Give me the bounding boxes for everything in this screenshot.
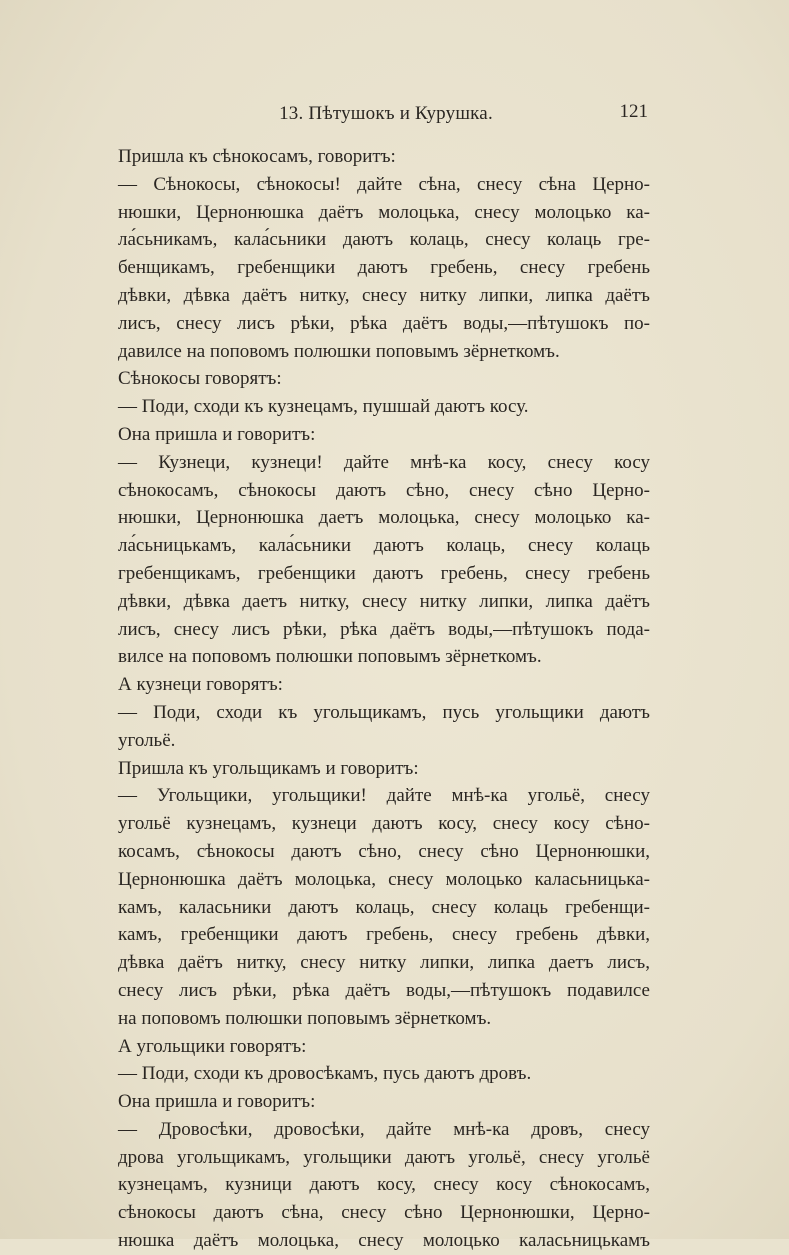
text-line: — Сѣнокосы, сѣнокосы! дайте сѣна, снесу сѣна Церно- [118, 173, 650, 195]
text-line: Сѣнокосы говорятъ: [118, 368, 282, 390]
text-line: — Поди, сходи къ кузнецамъ, пушшай даютъ косу. [118, 396, 529, 418]
text-line: снесу лисъ рѣки, рѣка даётъ воды,—пѣтушокъ подавилсе [118, 979, 650, 1001]
text-line: Цернонюшка даётъ молоцька, снесу молоцько каласьницька- [118, 868, 650, 890]
text-line: нюшки, Цернонюшка даётъ молоцька, снесу молоцько ка- [118, 201, 650, 223]
running-head: 13. Пѣтушокъ и Курушка. [279, 103, 493, 124]
text-line: — Дровосѣки, дровосѣки, дайте мнѣ-ка дровъ, снесу [118, 1118, 650, 1140]
text-line: сѣнокосамъ, сѣнокосы даютъ сѣно, снесу сѣно Церно- [118, 479, 650, 501]
text-line: на поповомъ полюшки поповымъ зёрнеткомъ. [118, 1007, 492, 1029]
text-line: угольё кузнецамъ, кузнеци даютъ косу, снесу косу сѣно- [118, 813, 650, 835]
text-line: нюшки, Цернонюшка даетъ молоцька, снесу молоцько ка- [118, 507, 650, 529]
text-line: вилсе на поповомъ полюшки поповымъ зёрнеткомъ. [118, 646, 542, 668]
text-line: нюшка даётъ молоцька, снесу молоцько каласьницькамъ [118, 1230, 650, 1252]
page-number: 121 [619, 101, 648, 122]
body-text [118, 143, 650, 1255]
text-line: ла́сьникамъ, кала́сьники даютъ колаць, снесу колаць гре- [118, 229, 650, 251]
text-line: давилсе на поповомъ полюшки поповымъ зёрнеткомъ. [118, 340, 560, 362]
text-line: камъ, гребенщики даютъ гребень, снесу гребень дѣвки, [118, 924, 650, 946]
text-line: А кузнеци говорятъ: [118, 674, 283, 696]
text-line: лисъ, снесу лисъ рѣки, рѣка даётъ воды,—пѣтушокъ пода- [118, 618, 650, 640]
text-line: лисъ, снесу лисъ рѣки, рѣка даётъ воды,—пѣтушокъ по- [118, 312, 650, 334]
text-line: косамъ, сѣнокосы даютъ сѣно, снесу сѣно Цернонюшки, [118, 840, 650, 862]
text-line: сѣнокосы даютъ сѣна, снесу сѣно Цернонюшки, Церно- [118, 1202, 650, 1224]
text-line: дѣвки, дѣвка даетъ нитку, снесу нитку липки, липка даётъ [118, 590, 650, 612]
text-line: ла́сьницькамъ, кала́сьники даютъ колаць, снесу колаць [118, 535, 650, 557]
text-line: бенщикамъ, гребенщики даютъ гребень, снесу гребень [118, 257, 650, 279]
text-line: — Кузнеци, кузнеци! дайте мнѣ-ка косу, снесу косу [118, 451, 650, 473]
text-line: — Поди, сходи къ угольщикамъ, пусь угольщики даютъ [118, 701, 650, 723]
text-line: угольё. [118, 729, 176, 751]
text-line: дѣвка даётъ нитку, снесу нитку липки, липка даетъ лисъ, [118, 952, 650, 974]
text-line: — Поди, сходи къ дровосѣкамъ, пусь даютъ дровъ. [118, 1063, 532, 1085]
text-line: Она пришла и говоритъ: [118, 423, 316, 445]
text-line: гребенщикамъ, гребенщики даютъ гребень, снесу гребень [118, 562, 650, 584]
text-line: камъ, каласьники даютъ колаць, снесу колаць гребенщи- [118, 896, 650, 918]
page-header [120, 99, 652, 129]
text-line: кузнецамъ, кузници даютъ косу, снесу косу сѣнокосамъ, [118, 1174, 650, 1196]
text-line: Пришла къ угольщикамъ и говоритъ: [118, 757, 419, 779]
text-line: дрова угольщикамъ, угольщики даютъ угольё, снесу угольё [118, 1146, 650, 1168]
text-line: — Угольщики, угольщики! дайте мнѣ-ка угольё, снесу [118, 785, 650, 807]
text-line: Она пришла и говоритъ: [118, 1091, 316, 1113]
text-line: А угольщики говорятъ: [118, 1035, 307, 1057]
text-line: Пришла къ сѣнокосамъ, говоритъ: [118, 146, 396, 167]
text-line: дѣвки, дѣвка даётъ нитку, снесу нитку липки, липка даётъ [118, 284, 650, 306]
